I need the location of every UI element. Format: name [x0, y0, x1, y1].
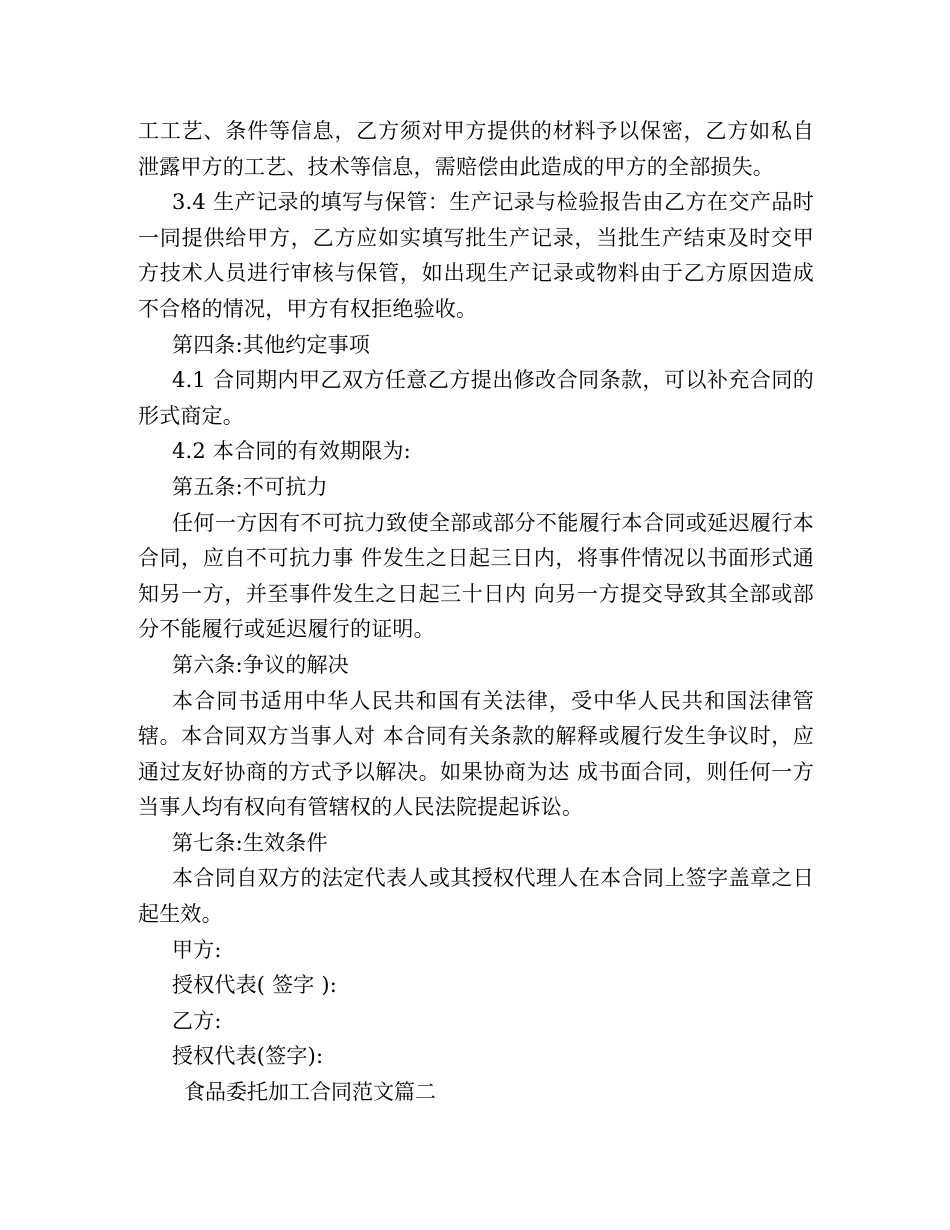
- paragraph-continuation: 工工艺、条件等信息，乙方须对甲方提供的材料予以保密，乙方如私自泄露甲方的工艺、技术等信息，需赔偿由此造成的甲方的全部损失。: [138, 119, 814, 179]
- next-section-title: 食品委托加工合同范文篇二: [184, 1080, 436, 1105]
- paragraph-dispute-resolution: 本合同书适用中华人民共和国有关法律，受中华人民共和国法律管辖。本合同双方当事人对 本合同有关条款的解释或履行发生争议时，应通过友好协商的方式予以解决。如果协商为达 成书面合同，则任何一方当事人均有权向有管辖权的人民法院提起诉讼。: [138, 688, 814, 820]
- party-a-signature-label: 授权代表( 签字 ):: [172, 973, 338, 998]
- party-a-label: 甲方:: [172, 937, 222, 962]
- party-b-label: 乙方:: [172, 1008, 222, 1033]
- paragraph-force-majeure: 任何一方因有不可抗力致使全部或部分不能履行本合同或延迟履行本合同，应自不可抗力事 件发生之日起三日内，将事件情况以书面形式通知另一方，并至事件发生之日起三十日内 向另一方提交导致其全部或部分不能履行或延迟履行的证明。: [138, 510, 814, 642]
- paragraph-clause-3-4: 3.4 生产记录的填写与保管：生产记录与检验报告由乙方在交产品时一同提供给甲方，乙方应如实填写批生产记录，当批生产结束及时交甲方技术人员进行审核与保管，如出现生产记录或物料由于乙方原因造成不合格的情况，甲方有权拒绝验收。: [138, 190, 814, 321]
- paragraph-clause-4-2: 4.2 本合同的有效期限为:: [172, 439, 411, 464]
- heading-article-7: 第七条:生效条件: [172, 830, 328, 855]
- party-b-signature-label: 授权代表(签字):: [172, 1044, 324, 1069]
- paragraph-clause-4-1: 4.1 合同期内甲乙双方任意乙方提出修改合同条款，可以补充合同的形式商定。: [138, 368, 814, 428]
- heading-article-5: 第五条:不可抗力: [172, 474, 328, 499]
- paragraph-effective-conditions: 本合同自双方的法定代表人或其授权代理人在本合同上签字盖章之日起生效。: [138, 866, 814, 927]
- document-page: [138, 114, 814, 1111]
- heading-article-4: 第四条:其他约定事项: [172, 332, 371, 357]
- heading-article-6: 第六条:争议的解决: [172, 652, 349, 677]
